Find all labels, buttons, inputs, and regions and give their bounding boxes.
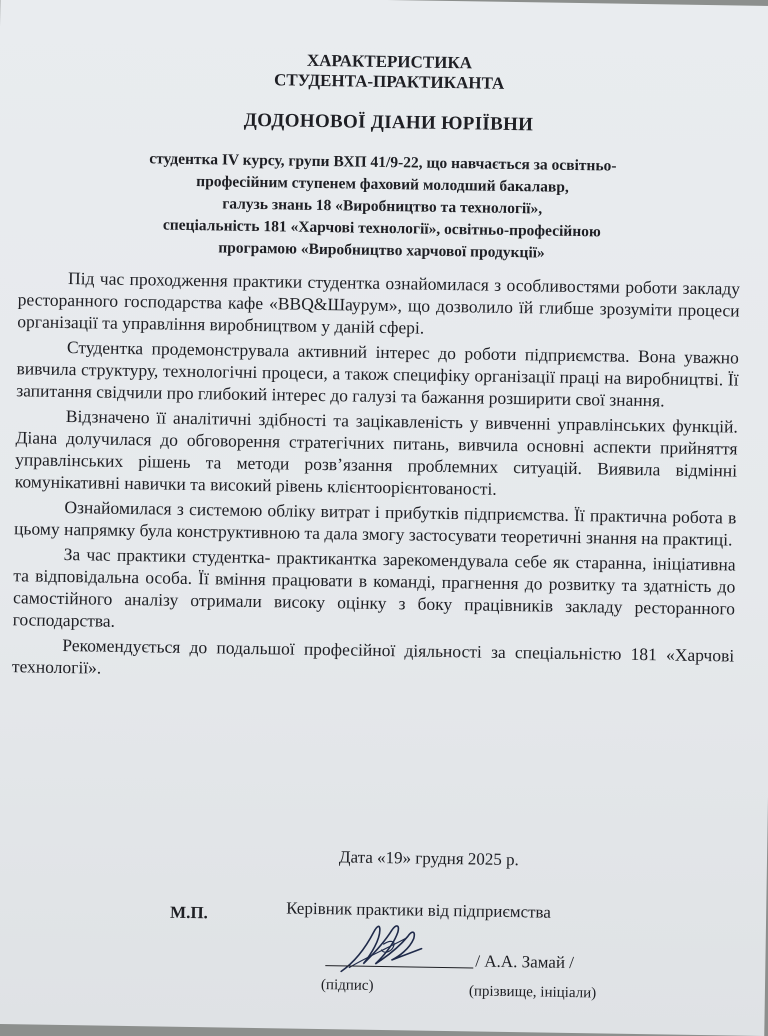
paragraph-4: Ознайомилася з системою обліку витрат і прибутків підприємства. Її практична робота в цьому напрямку була конструктивною та дала змогу застосувати теоретичні знання на практиці. bbox=[13, 496, 737, 550]
intro-line: професійним ступенем фаховий молодший бакалавр, bbox=[196, 173, 570, 196]
supervisor-name: / А.А. Замай / bbox=[475, 951, 575, 973]
intro-line: студентка IV курсу, групи ВХП 41/9-22, що навчається за освітньо- bbox=[149, 150, 617, 175]
paragraph-5: За час практики студентка- практикантка зарекомендувала себе як старанна, ініціативна та відповідальна особа. Її вміння працювати в команді, прагнення до розвитку та здатність до самостійного аналізу отримали високу оцінку з боку працівників закладу ресторанного господарства. bbox=[12, 543, 736, 631]
document-date: Дата «19» грудня 2025 р. bbox=[338, 847, 520, 870]
student-info bbox=[56, 147, 708, 267]
handwritten-signature bbox=[335, 917, 426, 980]
characteristic-body bbox=[12, 266, 740, 691]
intro-line: програмою «Виробництво харчової продукції» bbox=[218, 239, 545, 262]
signature-label: (підпис) bbox=[320, 977, 374, 994]
paragraph-3: Відзначено її аналітичні здібності та зацікавленість у вивченні управлінських функцій. Діана долучилася до обговорення стратегічних питань, вивчила основні аспекти прийняття управлінських рішень та методи розв’язання проблемних ситуацій. Виявила відмінні комунікативні навички та високий рівень клієнтоорієнтованості. bbox=[14, 406, 738, 499]
intro-line: галузь знань 18 «Виробництво та технології», bbox=[222, 195, 543, 218]
paragraph-2: Студентка продемонструвала активний інтерес до роботи підприємства. Вона уважно вивчила структуру, технологічні процеси, а також специфіку організації праці на виробництві. Її запитання свідчили про глибокий інтерес до галузі та бажання розширити свої знання. bbox=[16, 337, 740, 411]
document-title bbox=[0, 46, 768, 98]
title-line-2: СТУДЕНТА-ПРАКТИКАНТА bbox=[273, 70, 505, 93]
paragraph-1: Під час проходження практики студентка ознайомилася з особливостями роботи закладу ресторанного господарства кафе «BBQ&Шаурум», що дозволило їй глибше зрозуміти процеси організації та управління виробництвом у даній сфері. bbox=[17, 268, 741, 338]
supervisor-title: Керівник практики від підприємства bbox=[286, 898, 552, 922]
title-line-1: ХАРАКТЕРИСТИКА bbox=[306, 50, 473, 73]
stamp-place: М.П. bbox=[169, 902, 209, 923]
student-name: ДОДОНОВОЇ ДІАНИ ЮРІЇВНИ bbox=[243, 109, 534, 136]
paragraph-6: Рекомендується до подальшої професійної діяльності за спеціальністю 181 «Харчові технології». bbox=[11, 634, 735, 678]
intro-line: спеціальність 181 «Харчові технології», освітньо-професійною bbox=[162, 216, 601, 241]
name-label: (прізвище, ініціали) bbox=[468, 983, 597, 1002]
